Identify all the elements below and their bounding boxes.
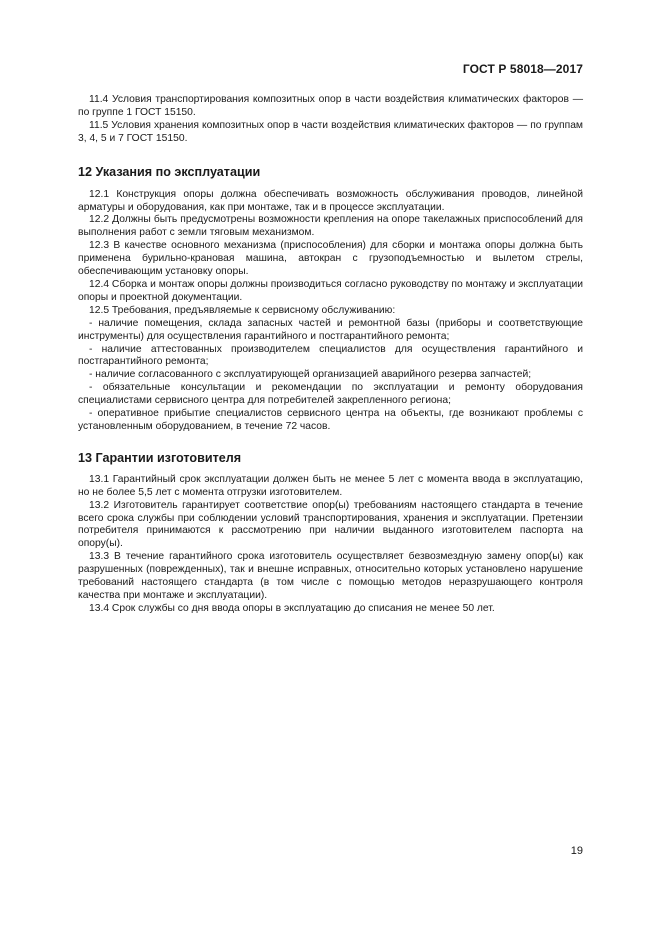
paragraph-12-2: 12.2 Должны быть предусмотрены возможности крепления на опоре такелажных приспособлений для выполнения работ с земли тяговым механизмом. — [78, 214, 583, 239]
paragraph-11-5: 11.5 Условия хранения композитных опор в части воздействия климатических факторов — по группам 3, 4, 5 и 7 ГОСТ 15150. — [78, 119, 583, 144]
list-item: - обязательные консультации и рекомендации по эксплуатации и ремонту оборудования специалистами сервисного центра для потребителей закрепленного региона; — [78, 382, 583, 407]
paragraph-13-4: 13.4 Срок службы со дня ввода опоры в эксплуатацию до списания не менее 50 лет. — [89, 602, 495, 614]
list-item: - наличие аттестованных производителем специалистов для осуществления гарантийного и постгарантийного ремонта; — [78, 343, 583, 368]
page-number: 19 — [570, 845, 583, 857]
paragraph-13-1: 13.1 Гарантийный срок эксплуатации должен быть не менее 5 лет с момента ввода в эксплуатацию, но не более 5,5 лет с момента отгрузки изготовителем. — [78, 473, 583, 498]
paragraph-12-4: 12.4 Сборка и монтаж опоры должны производиться согласно руководству по монтажу и эксплуатации опоры и проектной документации. — [78, 278, 583, 303]
paragraph-12-5: 12.5 Требования, предъявляемые к сервисному обслуживанию: — [89, 304, 396, 316]
list-item: - наличие согласованного с эксплуатирующей организацией аварийного резерва запчастей; — [89, 369, 532, 381]
section-heading-13: 13 Гарантии изготовителя — [78, 450, 242, 465]
list-item: - наличие помещения, склада запасных частей и ремонтной базы (приборы и соответствующие инструменты) для осуществления гарантийного и постгарантийного ремонта; — [78, 317, 583, 342]
page-body — [78, 94, 583, 616]
section-heading-12: 12 Указания по эксплуатации — [78, 164, 261, 179]
paragraph-13-2: 13.2 Изготовитель гарантирует соответствие опор(ы) требованиям настоящего стандарта в течение всего срока службы при соблюдении условий транспортирования, хранения и эксплуатации. Претензии потребителя принимаются к рассмотрению при наличии выданного изготовителем паспорта на опору(ы). — [78, 499, 583, 550]
paragraph-13-3: 13.3 В течение гарантийного срока изготовитель осуществляет безвозмездную замену опор(ы) как разрушенных (поврежденных), так и внешне исправных, относительно которых установлено нарушение требований настоящего стандарта (в том числе с помощью методов неразрушающего контроля качества при монтаже и эксплуатации). — [78, 551, 583, 601]
paragraph-12-1: 12.1 Конструкция опоры должна обеспечивать возможность обслуживания проводов, линейной арматуры и оборудования, как при монтаже, так и в процессе эксплуатации. — [78, 188, 583, 213]
paragraph-11-4: 11.4 Условия транспортирования композитных опор в части воздействия климатических факторов — по группе 1 ГОСТ 15150. — [78, 94, 583, 118]
list-item: - оперативное прибытие специалистов сервисного центра на объекты, где возникают проблемы с установленным оборудованием, в течение 72 часов. — [78, 408, 583, 432]
standard-designation: ГОСТ Р 58018—2017 — [462, 62, 583, 76]
paragraph-12-3: 12.3 В качестве основного механизма (приспособления) для сборки и монтажа опоры должна быть применена бурильно-крановая машина, автокран с грузоподъемностью и вылетом стрелы, обеспечивающим установку опоры. — [78, 240, 583, 278]
